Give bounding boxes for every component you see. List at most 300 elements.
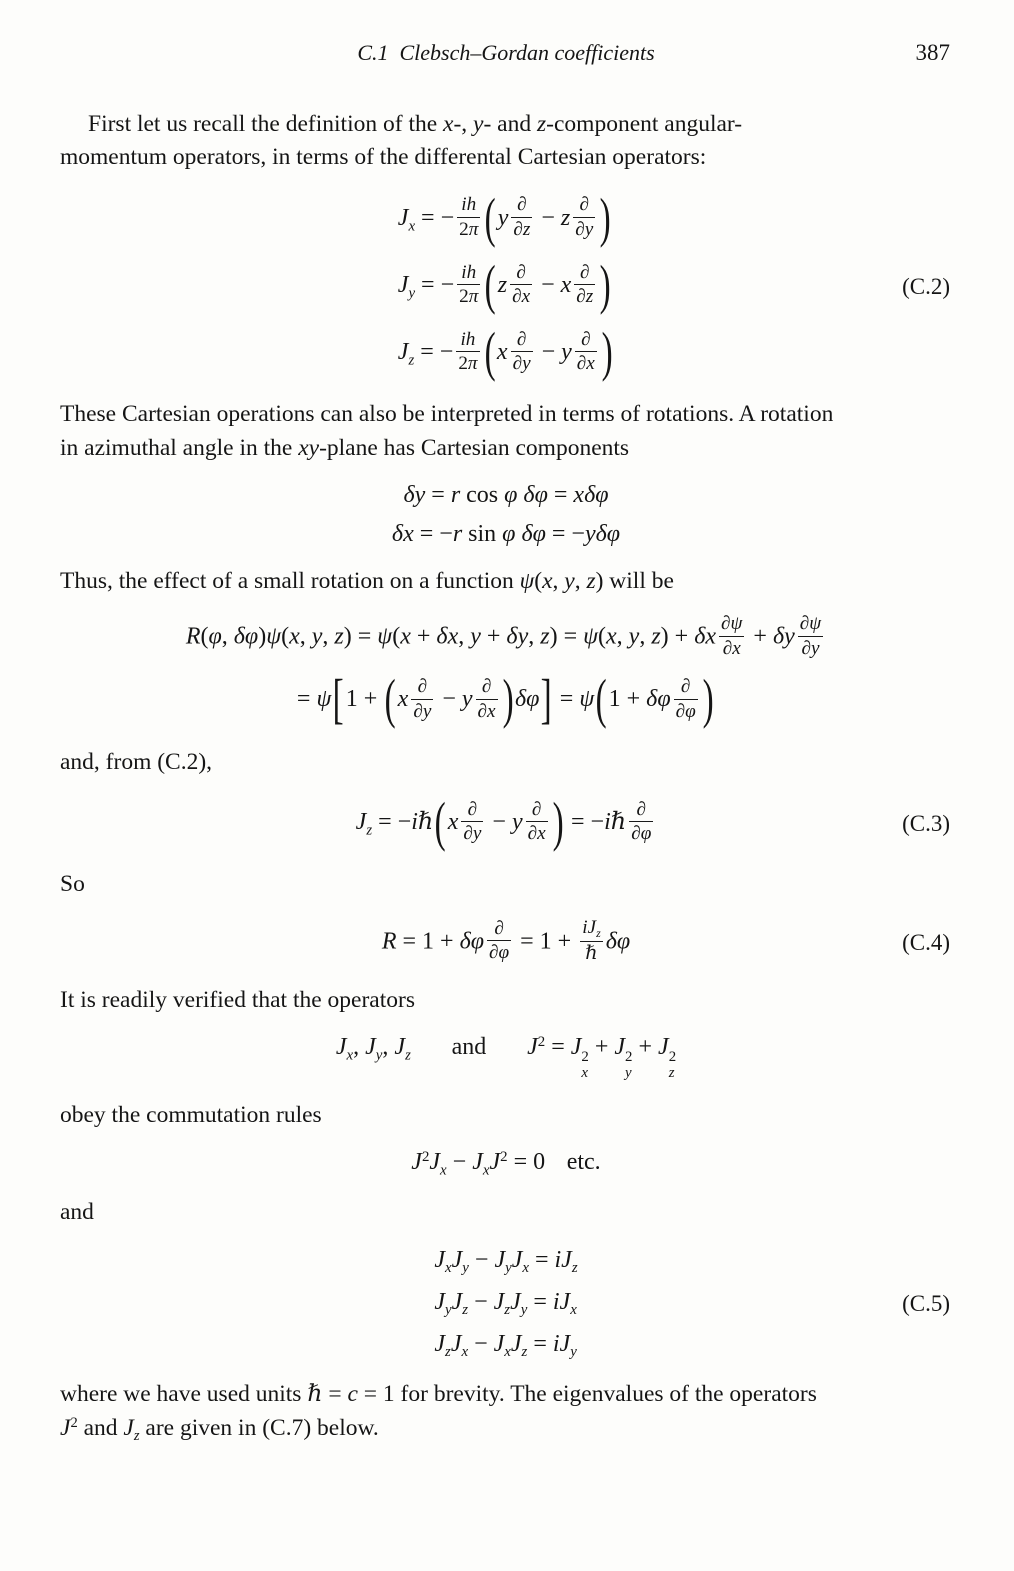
- math-token: δy: [506, 623, 529, 650]
- math-token: =: [528, 1246, 555, 1273]
- math-token: δy: [772, 623, 795, 650]
- equation-tag-c4: (C.4): [902, 929, 950, 955]
- math-token: [511, 217, 532, 218]
- math-token: [674, 699, 698, 700]
- math-token: momentum operators, in terms of the differental Cartesian operators:: [60, 144, 707, 171]
- math-token: -plane has Cartesian components: [319, 434, 630, 461]
- math-token: = −: [545, 521, 585, 548]
- math-token: −: [535, 339, 562, 366]
- equation-c4-line: [381, 916, 631, 967]
- math-token: ∂: [801, 637, 811, 659]
- math-token: ∂: [413, 700, 423, 722]
- math-token: δy: [403, 482, 426, 509]
- math-token: ∂: [636, 798, 646, 820]
- math-token: 2: [458, 353, 468, 375]
- equation-rotation-expansion: [60, 609, 952, 734]
- math-token: (: [435, 790, 447, 852]
- math-token: J: [472, 1149, 483, 1176]
- math-token: [500, 1149, 507, 1165]
- math-token: where we have used units: [60, 1381, 308, 1408]
- math-token: (: [485, 253, 497, 315]
- math-token: [572, 1260, 578, 1276]
- math-token: z: [560, 204, 571, 231]
- math-token: are given in (C.7) below.: [139, 1414, 379, 1441]
- equation-c4-lines: [382, 913, 630, 973]
- math-token: J: [434, 1246, 446, 1273]
- math-token: [511, 329, 533, 375]
- math-token: [573, 219, 595, 241]
- math-token: [411, 676, 433, 722]
- math-token: y: [810, 637, 820, 659]
- math-token: ih: [460, 328, 476, 350]
- math-token: [456, 353, 479, 375]
- math-token: = 1 +: [514, 928, 578, 955]
- math-token: z: [366, 822, 373, 839]
- paragraph-rotation: [60, 398, 952, 465]
- equation-c3-lines: [356, 790, 657, 857]
- math-token: x: [346, 1047, 354, 1064]
- math-token: y: [470, 623, 481, 650]
- math-token: [669, 1066, 675, 1082]
- math-token: (: [484, 321, 496, 383]
- math-token: φ: [685, 700, 696, 722]
- math-token: y: [473, 111, 484, 137]
- math-token: [487, 942, 511, 964]
- math-token: ): [502, 668, 514, 730]
- math-token: R: [381, 928, 397, 955]
- math-token: Thus, the effect of a small rotation on a function: [60, 568, 520, 595]
- math-token: [629, 821, 653, 822]
- paragraph-so: So: [60, 871, 85, 898]
- math-token: [511, 219, 532, 241]
- math-token: [511, 353, 533, 375]
- math-token: [456, 351, 479, 352]
- math-token: r: [450, 482, 461, 509]
- paragraph-verified: It is readily verified that the operators: [60, 986, 415, 1013]
- math-token: y: [625, 1065, 632, 1082]
- math-token: z: [504, 1302, 511, 1319]
- math-token: 2: [70, 1414, 78, 1431]
- math-token: ψ: [316, 686, 332, 713]
- math-token: ∂: [477, 700, 488, 722]
- math-token: = −: [565, 809, 605, 836]
- equation-operators-lines: [336, 1028, 676, 1088]
- math-token: x: [570, 1302, 577, 1319]
- math-token: ,: [552, 568, 565, 595]
- math-token: ψ: [583, 623, 599, 650]
- equation-operators-line: [336, 1034, 676, 1082]
- math-token: [574, 286, 595, 308]
- math-token: z: [133, 1427, 140, 1444]
- math-token: J: [511, 1246, 523, 1273]
- math-token: J: [60, 1414, 71, 1441]
- math-token: J: [493, 1289, 505, 1315]
- equation-c3: [60, 790, 952, 857]
- math-token: y: [311, 623, 323, 650]
- math-token: =: [527, 1289, 553, 1315]
- math-token: +: [480, 623, 507, 650]
- math-token: [505, 1260, 512, 1276]
- math-token: sin: [462, 521, 503, 548]
- math-token: δφ: [646, 686, 671, 713]
- math-token: 2: [421, 1149, 430, 1166]
- math-token: [669, 1050, 676, 1066]
- running-head: C.1 Clebsch–Gordan coefficients: [357, 40, 655, 65]
- math-token: = 0: [507, 1149, 546, 1176]
- math-token: =: [425, 482, 451, 509]
- math-token: ∂: [721, 613, 731, 635]
- math-token: ∂: [527, 823, 538, 845]
- math-token: [461, 799, 483, 845]
- math-token: y: [422, 700, 432, 722]
- math-token: [515, 329, 528, 351]
- math-token: xy: [298, 434, 320, 461]
- equation-rotation-expansion-lines: [186, 609, 826, 734]
- math-token: y: [511, 809, 523, 836]
- math-token: ): [702, 668, 714, 730]
- equation-c2-line-jx: [397, 186, 613, 248]
- math-token: [480, 676, 493, 698]
- math-token: ∂: [516, 261, 526, 283]
- equation-c5-lines: [434, 1241, 577, 1368]
- math-token: ,: [221, 623, 234, 650]
- math-token: [629, 823, 653, 845]
- math-token: x: [289, 623, 300, 650]
- math-token: [574, 262, 595, 308]
- equation-c5-line-3: [434, 1331, 576, 1361]
- math-token: - and: [483, 111, 537, 137]
- math-token: [510, 284, 532, 285]
- equation-delta-line-dy: [403, 482, 608, 509]
- math-token: = 1 +: [396, 928, 460, 955]
- math-token: [504, 1344, 511, 1360]
- math-token: [575, 351, 597, 352]
- math-token: [596, 926, 601, 940]
- math-token: [581, 1050, 588, 1081]
- math-token: [573, 194, 595, 240]
- math-token: [721, 638, 743, 660]
- math-token: 2: [537, 1033, 546, 1050]
- math-token: [440, 1162, 447, 1178]
- math-token: iJ: [552, 1331, 571, 1358]
- math-token: ℏ: [585, 943, 598, 965]
- math-token: [457, 194, 480, 240]
- math-token: iJ: [582, 916, 597, 938]
- equation-delta-line-dx: [392, 521, 620, 548]
- math-token: J: [123, 1414, 134, 1441]
- math-token: ∂: [467, 798, 478, 820]
- math-token: [798, 613, 823, 659]
- math-token: ψ: [519, 568, 535, 595]
- paragraph-and: and: [60, 1199, 94, 1226]
- math-token: ∂: [575, 218, 585, 240]
- math-token: [411, 699, 433, 700]
- math-token: in azimuthal angle in the: [60, 434, 299, 461]
- math-token: [674, 676, 698, 722]
- math-token: δx: [694, 623, 717, 650]
- math-token: ): [599, 253, 611, 315]
- math-token: z: [651, 623, 661, 650]
- math-token: [798, 613, 823, 635]
- math-token: [679, 676, 692, 698]
- equation-c5-line-1: [434, 1247, 577, 1277]
- math-token: x: [542, 568, 553, 595]
- math-token: δφ: [233, 623, 259, 650]
- math-token: ∂: [675, 700, 686, 722]
- math-token: x: [522, 1260, 529, 1276]
- math-token: =: [545, 1034, 571, 1061]
- math-token: x: [445, 1260, 452, 1276]
- math-token: (: [598, 623, 607, 650]
- equation-commutator-j2: [60, 1143, 952, 1185]
- math-token: [476, 699, 498, 700]
- math-token: =: [547, 482, 574, 509]
- math-token: ∂: [512, 286, 522, 308]
- equation-c5: [60, 1241, 952, 1368]
- equation-delta-lines: [392, 476, 620, 554]
- math-token: [487, 918, 511, 964]
- math-token: =: [553, 686, 580, 713]
- math-token: [526, 823, 548, 845]
- equation-rotation-expansion-line-1: [186, 615, 826, 661]
- math-token: −: [468, 1246, 495, 1273]
- math-token: iℏ: [411, 809, 434, 836]
- math-token: ∂: [580, 261, 590, 283]
- math-token: x: [400, 623, 411, 650]
- math-token: x: [586, 353, 595, 375]
- math-token: 2: [500, 1149, 508, 1166]
- math-token: y: [561, 339, 572, 366]
- paragraph-thus: [60, 565, 952, 598]
- math-token: [578, 262, 591, 284]
- math-token: [526, 799, 548, 845]
- math-token: −: [468, 1331, 494, 1358]
- math-token: ,: [382, 1034, 395, 1061]
- math-token: +: [588, 1034, 615, 1061]
- math-token: [461, 821, 483, 822]
- math-token: [522, 1260, 529, 1276]
- math-token: (: [485, 186, 497, 248]
- math-token: 1 +: [345, 686, 384, 713]
- math-token: ψ: [730, 613, 743, 635]
- math-token: =: [527, 1331, 553, 1358]
- math-token: [578, 194, 591, 216]
- math-token: z: [668, 1065, 675, 1082]
- paragraph-closing: [60, 1378, 952, 1446]
- equation-tag-c3: (C.3): [902, 810, 950, 836]
- math-token: ∂: [494, 917, 504, 939]
- math-token: ) =: [549, 623, 584, 650]
- math-token: ∂: [631, 823, 641, 845]
- math-token: etc.: [566, 1149, 601, 1176]
- math-token: [457, 262, 480, 308]
- math-token: z: [521, 1344, 528, 1361]
- math-token: x: [581, 1065, 589, 1082]
- paragraph-and-from-c2: and, from (C.2),: [60, 748, 213, 775]
- math-token: [476, 701, 498, 723]
- math-token: J: [397, 339, 409, 366]
- math-token: R: [185, 623, 201, 650]
- math-token: −: [446, 1149, 473, 1176]
- math-token: [579, 329, 592, 351]
- math-token: [575, 329, 597, 375]
- math-token: ∂: [463, 823, 473, 845]
- math-token: z: [585, 286, 594, 308]
- math-token: x: [504, 1344, 511, 1361]
- math-token: z: [537, 111, 547, 137]
- math-token: and: [77, 1414, 124, 1441]
- math-token: ∂: [799, 613, 810, 635]
- math-token: =: [296, 686, 317, 713]
- math-token: φ δφ: [502, 521, 546, 548]
- math-token: ∂: [722, 637, 733, 659]
- math-token: [575, 353, 597, 375]
- math-token: [526, 821, 548, 822]
- math-token: (: [281, 623, 290, 650]
- math-token: [669, 1050, 676, 1081]
- equation-c2-lines: [398, 186, 614, 388]
- math-token: π: [467, 353, 478, 375]
- math-token: [574, 284, 595, 285]
- math-token: and: [451, 1034, 487, 1061]
- math-token: ∂: [576, 286, 586, 308]
- math-token: ,: [574, 568, 587, 595]
- math-token: iJ: [554, 1246, 572, 1273]
- math-token: [625, 1066, 632, 1082]
- page-header: [60, 40, 952, 70]
- math-token: [570, 1344, 577, 1360]
- math-token: [511, 194, 532, 240]
- math-token: ,: [616, 623, 629, 650]
- math-token: z: [334, 623, 344, 650]
- math-token: δx: [391, 521, 414, 548]
- math-token: [461, 823, 483, 845]
- math-token: y: [462, 1260, 469, 1276]
- equation-commutator-j2-lines: [411, 1143, 600, 1185]
- math-token: J: [510, 1289, 521, 1315]
- math-token: iJ: [552, 1289, 571, 1315]
- math-token: +: [632, 1034, 659, 1061]
- math-token: ψ: [266, 623, 282, 650]
- math-token: [457, 284, 480, 285]
- math-token: 2: [625, 1049, 633, 1066]
- math-token: z: [462, 1302, 469, 1319]
- math-token: φ δφ: [504, 482, 548, 509]
- math-token: y: [445, 1302, 452, 1319]
- math-token: ih: [461, 194, 477, 216]
- math-token: δφ: [514, 686, 540, 713]
- math-token: ∂: [576, 353, 587, 375]
- math-token: x: [732, 637, 741, 659]
- math-token: x: [447, 809, 459, 836]
- math-token: z: [596, 925, 601, 940]
- math-token: [510, 262, 532, 308]
- math-token: [581, 1066, 588, 1082]
- math-token: [411, 701, 433, 723]
- math-token: J: [411, 1149, 422, 1176]
- math-token: y: [497, 204, 509, 231]
- math-token: [458, 329, 477, 351]
- math-token: x: [461, 1344, 469, 1361]
- math-token: [510, 286, 532, 308]
- math-token: J: [335, 1034, 347, 1061]
- math-token: [405, 1047, 411, 1063]
- math-token: [457, 217, 480, 218]
- math-token: ∂: [516, 328, 527, 350]
- math-token: J: [397, 204, 409, 231]
- equation-c2: [60, 186, 952, 388]
- math-token: J: [355, 809, 367, 836]
- math-token: z: [571, 1260, 578, 1276]
- math-token: [573, 217, 595, 218]
- math-token: x: [440, 1162, 447, 1179]
- equation-commutator-j2-line: [411, 1149, 600, 1179]
- math-token: ψ: [809, 613, 822, 635]
- math-token: x: [537, 823, 546, 845]
- math-token: 2: [668, 1049, 677, 1066]
- math-token: J: [510, 1331, 522, 1358]
- math-token: J: [429, 1149, 441, 1176]
- math-token: −: [535, 204, 561, 231]
- math-token: z: [445, 1344, 451, 1361]
- math-token: [466, 799, 479, 821]
- math-token: J: [489, 1149, 501, 1176]
- math-token: [583, 943, 599, 965]
- equation-c2-line-jz: [397, 321, 614, 383]
- math-token: = −: [413, 521, 453, 548]
- math-token: [492, 918, 505, 940]
- math-token: ,: [639, 623, 652, 650]
- math-token: +: [410, 623, 437, 650]
- math-token: [719, 613, 744, 659]
- math-token: x: [496, 339, 508, 366]
- math-token: y: [472, 823, 482, 845]
- equation-operators: [60, 1028, 952, 1088]
- math-token: (: [384, 668, 396, 730]
- math-token: J: [614, 1034, 626, 1061]
- math-token: c: [347, 1381, 358, 1408]
- math-token: ∂: [489, 942, 499, 964]
- math-token: 1 +: [608, 686, 647, 713]
- math-token: -,: [453, 111, 474, 137]
- math-token: (: [595, 668, 607, 730]
- math-token: ,: [353, 1034, 366, 1061]
- math-token: (: [200, 623, 209, 650]
- math-token: 2: [581, 1049, 589, 1066]
- equation-c3-line: [355, 790, 657, 852]
- math-token: y: [570, 1344, 577, 1361]
- math-token: 2: [459, 286, 469, 308]
- math-token: φ: [640, 823, 652, 845]
- math-token: ∂: [512, 353, 523, 375]
- math-token: iℏ: [604, 809, 627, 836]
- math-token: [530, 799, 543, 821]
- paragraph-obey: obey the commutation rules: [60, 1101, 322, 1128]
- math-token: J: [494, 1246, 506, 1273]
- math-token: y: [522, 353, 531, 375]
- math-token: ) will be: [595, 568, 674, 595]
- math-token: ]: [541, 668, 553, 730]
- math-token: ) +: [660, 623, 695, 650]
- math-token: x: [560, 272, 572, 299]
- math-token: First let us recall the definition of the: [88, 111, 444, 137]
- math-token: −: [436, 686, 462, 713]
- math-token: [514, 262, 527, 284]
- math-token: J: [450, 1331, 462, 1358]
- math-token: y: [520, 1302, 528, 1319]
- math-token: ): [601, 321, 613, 383]
- equation-rotation-expansion-line-2: [296, 668, 715, 730]
